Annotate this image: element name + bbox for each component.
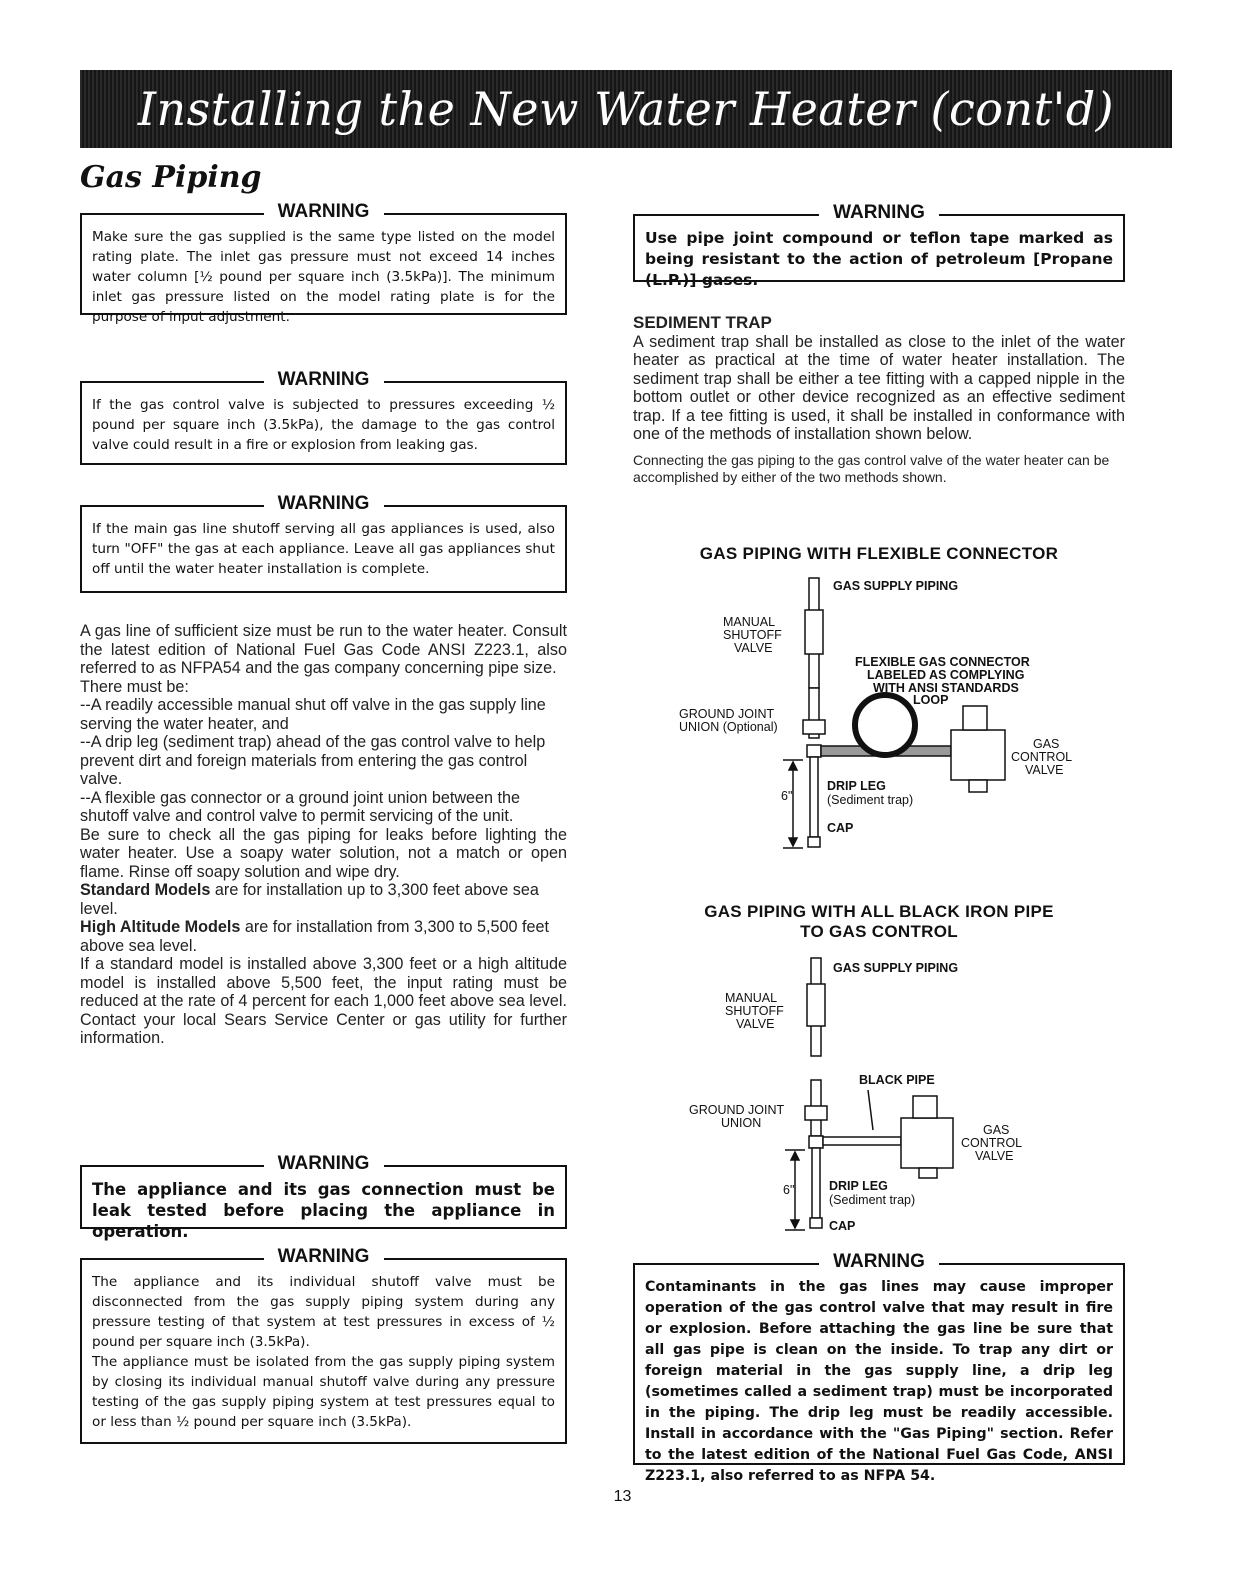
paragraph bbox=[80, 918, 567, 955]
warning-box-gas-type bbox=[80, 201, 567, 325]
list-item: --A flexible gas connector or a ground joint union between the shutoff valve and control valve to permit servicing of the unit. bbox=[80, 788, 521, 825]
warning-box-contaminants bbox=[633, 1251, 1125, 1484]
warning-title: WARNING bbox=[272, 1153, 376, 1175]
diagram-title bbox=[633, 902, 1125, 942]
diagram-title: GAS PIPING WITH FLEXIBLE CONNECTOR bbox=[699, 544, 1059, 563]
label-flexible-complying: LABELED AS COMPLYING bbox=[867, 668, 1025, 682]
list-item: --A readily accessible manual shut off valve in the gas supply line serving the water heater, and bbox=[80, 696, 546, 733]
sediment-trap-title: SEDIMENT TRAP bbox=[633, 313, 772, 332]
paragraph bbox=[80, 881, 567, 918]
label-manual: MANUAL bbox=[725, 991, 778, 1005]
section-title: Gas Piping bbox=[80, 160, 262, 195]
label-ground-joint: GROUND JOINT bbox=[689, 1103, 785, 1117]
diagram-flexible-connector bbox=[633, 570, 1125, 870]
warning-text: The appliance and its individual shutoff valve must be disconnected from the gas supply piping system during any pressure testing of that system at test pressures in excess of ½ pound per square inch (3.5kPa). bbox=[92, 1274, 555, 1350]
label-manual: MANUAL bbox=[723, 615, 776, 629]
label-shutoff: SHUTOFF bbox=[723, 628, 782, 642]
label-gas: GAS bbox=[983, 1123, 1010, 1137]
label-loop: LOOP bbox=[913, 693, 949, 707]
warning-title: WARNING bbox=[272, 201, 376, 223]
paragraph: Connecting the gas piping to the gas control valve of the water heater can be accomplished by either of the two methods shown. bbox=[633, 451, 1110, 485]
paragraph: Be sure to check all the gas piping for leaks before lighting the water heater. Use a soapy water solution, not a match or open flame. Rinse off soapy solution and wipe dry. bbox=[80, 825, 567, 881]
warning-title: WARNING bbox=[827, 1251, 931, 1273]
paragraph: A sediment trap shall be installed as close to the inlet of the water heater as practical at the time of water heater installation. The sediment trap shall be either a tee fitting with a capped nipple in the bottom outlet or other device recognized as an effective sediment trap. If a tee fitting is used, it shall be installed in conformance with one of the methods of installation shown below. bbox=[633, 332, 1125, 443]
warning-text: Make sure the gas supplied is the same type listed on the model rating plate. The inlet gas pressure must not exceed 14 inches water column [½ pound per square inch (3.5kPa)]. The minimum inlet gas pressure listed on the model rating plate is for the purpose of input adjustment. bbox=[92, 229, 555, 325]
warning-box-pressure-testing bbox=[80, 1246, 567, 1444]
sediment-trap-section bbox=[633, 314, 1125, 486]
label-flexible-connector: FLEXIBLE GAS CONNECTOR bbox=[855, 655, 1030, 669]
diagram-title-line1: GAS PIPING WITH ALL BLACK IRON PIPE bbox=[704, 902, 1054, 921]
label-drip-leg: DRIP LEG bbox=[827, 779, 886, 793]
warning-text: Contaminants in the gas lines may cause improper operation of the gas control valve that may result in fire or explosion. Before attaching the gas line be sure that all gas pipe is clean on the inside. To trap any dirt or foreign material in the gas supply line, a drip leg (sometimes called a sediment trap) must be incorporated in the piping. The drip leg must be readily accessible. Install in accordance with the "Gas Piping" section. Refer to the latest edition of the National Fuel Gas Code, ANSI Z223.1, also referred to as NFPA 54. bbox=[645, 1279, 1113, 1484]
paragraph: If a standard model is installed above 3,300 feet or a high altitude model is installed above 5,500 feet, the input rating must be reduced at the rate of 4 percent for each 1,000 feet above sea level. Contact your local Sears Service Center or gas utility for further information. bbox=[80, 955, 567, 1047]
warning-text: If the gas control valve is subjected to pressures exceeding ½ pound per square inch (3.5kPa), the damage to the gas control valve could result in a fire or explosion from leaking gas. bbox=[92, 397, 555, 453]
paragraph: A gas line of sufficient size must be run to the water heater. Consult the latest edition of National Fuel Gas Code ANSI Z223.1, also referred to as NFPA54 and the gas company concerning pipe size. bbox=[80, 622, 567, 677]
label-black-pipe: BLACK PIPE bbox=[859, 1073, 935, 1087]
warning-text: The appliance and its gas connection must be leak tested before placing the appliance in operation. bbox=[92, 1180, 555, 1241]
page-title: Installing the New Water Heater (cont'd) bbox=[137, 82, 1115, 136]
warning-box-pipe-compound bbox=[633, 202, 1125, 289]
label-union-optional: UNION (Optional) bbox=[679, 720, 778, 734]
list-item: --A drip leg (sediment trap) ahead of the gas control valve to help prevent dirt and foreign materials from entering the gas control valve. bbox=[80, 733, 546, 788]
label-valve-2: VALVE bbox=[1025, 763, 1064, 777]
label-six-inch: 6" bbox=[781, 789, 793, 803]
warning-text: If the main gas line shutoff serving all gas appliances is used, also turn "OFF" the gas at each appliance. Leave all gas appliances shut off until the water heater installation is complete. bbox=[92, 521, 555, 577]
page-number: 13 bbox=[613, 1488, 632, 1505]
label-gas-supply-piping: GAS SUPPLY PIPING bbox=[833, 961, 959, 975]
paragraph: There must be: bbox=[80, 677, 189, 696]
standard-models-text: are for installation up to 3,300 feet above sea level. bbox=[80, 881, 539, 918]
warning-text: Use pipe joint compound or teflon tape marked as being resistant to the action of petroleum [Propane (L.P.)] gases. bbox=[645, 229, 1113, 289]
diagram-black-iron-pipe bbox=[633, 950, 1125, 1240]
warning-box-leak-test bbox=[80, 1153, 567, 1241]
gas-line-instructions bbox=[80, 622, 567, 1048]
label-cap: CAP bbox=[829, 1219, 856, 1233]
warning-box-shutoff bbox=[80, 493, 567, 593]
warning-title: WARNING bbox=[827, 202, 931, 224]
warning-title: WARNING bbox=[272, 369, 376, 391]
warning-title: WARNING bbox=[272, 1246, 376, 1268]
warning-box-pressure bbox=[80, 369, 567, 465]
diagram-title-line2: TO GAS CONTROL bbox=[800, 922, 958, 941]
label-valve-2: VALVE bbox=[975, 1149, 1014, 1163]
label-valve: VALVE bbox=[736, 1017, 775, 1031]
label-six-inch: 6" bbox=[783, 1183, 795, 1197]
high-altitude-label: High Altitude Models bbox=[80, 918, 241, 936]
label-gas: GAS bbox=[1033, 737, 1060, 751]
label-sediment-trap: (Sediment trap) bbox=[829, 1193, 916, 1207]
warning-text: The appliance must be isolated from the gas supply piping system by closing its individual manual shutoff valve during any pressure testing of the gas supply piping system at test pressures equal to or less than ½ pound per square inch (3.5kPa). bbox=[92, 1354, 555, 1430]
label-flexible-standards: WITH ANSI STANDARDS bbox=[873, 681, 1019, 695]
label-control: CONTROL bbox=[961, 1136, 1023, 1150]
high-altitude-text: are for installation from 3,300 to 5,500 feet above sea level. bbox=[80, 918, 550, 955]
warning-title: WARNING bbox=[272, 493, 376, 515]
label-shutoff: SHUTOFF bbox=[725, 1004, 784, 1018]
page-header-banner bbox=[80, 70, 1172, 148]
label-drip-leg: DRIP LEG bbox=[829, 1179, 888, 1193]
label-ground-joint: GROUND JOINT bbox=[679, 707, 775, 721]
label-union: UNION bbox=[721, 1116, 762, 1130]
label-control: CONTROL bbox=[1011, 750, 1073, 764]
label-gas-supply-piping: GAS SUPPLY PIPING bbox=[833, 579, 959, 593]
label-cap: CAP bbox=[827, 821, 854, 835]
label-valve: VALVE bbox=[734, 641, 773, 655]
standard-models-label: Standard Models bbox=[80, 881, 211, 899]
label-sediment-trap: (Sediment trap) bbox=[827, 793, 914, 807]
